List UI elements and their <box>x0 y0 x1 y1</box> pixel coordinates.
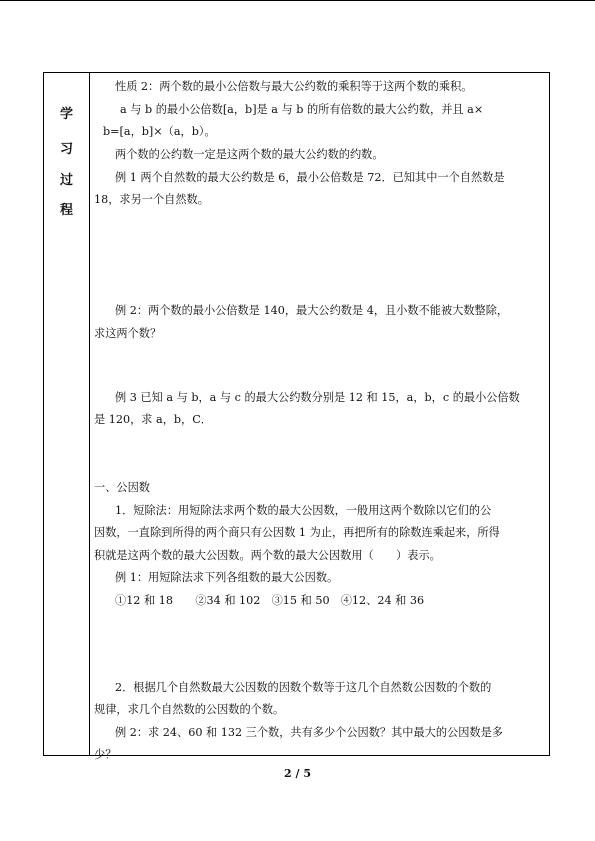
text-line: 是 120，求 a，b，C． <box>94 413 212 426</box>
text-line: 例 1 两个自然数的最大公约数是 6，最小公倍数是 72．已知其中一个自然数是 <box>115 171 505 184</box>
text-line: 1．短除法：用短除法求两个数的最大公因数，一般用这两个数除以它们的公 <box>115 504 492 517</box>
side-label-char: 程 <box>59 203 73 218</box>
text-line: 2．根据几个自然数最大公因数的因数个数等于这几个自然数公因数的个数的 <box>115 681 492 694</box>
text-line: 例 1：用短除法求下列各组数的最大公因数。 <box>115 571 339 584</box>
text-line: 例 3 已知 a 与 b，a 与 c 的最大公约数分别是 12 和 15，a，b，c 的最小公倍数 <box>115 391 520 404</box>
page-number: 2 / 5 <box>284 767 311 780</box>
text-line: 规律，求几个自然数的公因数的个数。 <box>94 703 285 716</box>
text-line: 两个数的公约数一定是这两个数的最大公约数的约数。 <box>115 148 384 161</box>
side-label-char: 习 <box>59 142 73 157</box>
text-line: b=[a，b]×（a，b）。 <box>103 125 216 138</box>
content-cell <box>90 73 550 761</box>
text-line: 积就是这两个数的最大公因数。两个数的最大公因数用（ ）表示。 <box>94 549 441 562</box>
top-rule <box>0 0 595 1</box>
section-heading: 一、公因数 <box>94 481 150 494</box>
text-line: a 与 b 的最小公倍数[a，b]是 a 与 b 的所有倍数的最大公约数，并且 a× <box>120 103 484 116</box>
text-line: 求这两个数？ <box>94 327 162 340</box>
text-line: 18，求另一个自然数。 <box>94 193 209 206</box>
text-line: 例 2：求 24、60 和 132 三个数，共有多少个公因数？其中最大的公因数是多 <box>115 726 503 739</box>
text-line: 性质 2：两个数的最小公倍数与最大公约数的乘积等于这两个数的乘积。 <box>115 80 473 93</box>
side-label-char: 学 <box>59 107 73 122</box>
side-label-char: 过 <box>59 173 73 188</box>
text-line: 少？ <box>94 748 117 761</box>
text-line: 例 2：两个数的最小公倍数是 140，最大公约数是 4，且小数不能被大数整除， <box>115 304 509 317</box>
text-line: 因数，一直除到所得的两个商只有公因数 1 为止，再把所有的除数连乘起来，所得 <box>94 526 500 539</box>
lesson-table <box>43 72 550 761</box>
text-line: ①12 和 18 ②34 和 102 ③15 和 50 ④12、24 和 36 <box>115 594 425 607</box>
